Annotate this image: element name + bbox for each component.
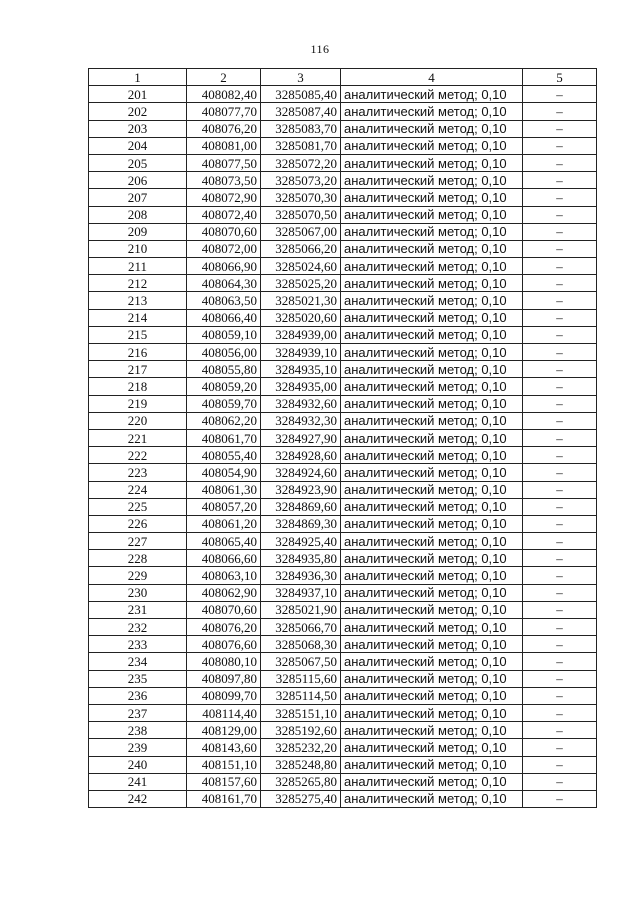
x-coordinate-cell: 408097,80 <box>187 670 261 687</box>
x-coordinate-cell: 408062,20 <box>187 412 261 429</box>
column-header: 2 <box>187 69 261 86</box>
y-coordinate-cell: 3284927,90 <box>261 429 341 446</box>
point-number-cell: 215 <box>89 326 187 343</box>
table-row <box>89 533 597 550</box>
dash-cell: – <box>523 429 597 446</box>
x-coordinate-cell: 408070,60 <box>187 223 261 240</box>
dash-cell: – <box>523 515 597 532</box>
table-row <box>89 515 597 532</box>
x-coordinate-cell: 408072,00 <box>187 240 261 257</box>
dash-cell: – <box>523 619 597 636</box>
y-coordinate-cell: 3284928,60 <box>261 447 341 464</box>
y-coordinate-cell: 3285025,20 <box>261 275 341 292</box>
method-cell: аналитический метод; 0,10 <box>341 206 523 223</box>
y-coordinate-cell: 3284924,60 <box>261 464 341 481</box>
dash-cell: – <box>523 550 597 567</box>
method-cell: аналитический метод; 0,10 <box>341 670 523 687</box>
dash-cell: – <box>523 704 597 721</box>
y-coordinate-cell: 3285072,20 <box>261 154 341 171</box>
coordinates-table <box>88 68 597 808</box>
method-cell: аналитический метод; 0,10 <box>341 653 523 670</box>
method-cell: аналитический метод; 0,10 <box>341 704 523 721</box>
point-number-cell: 201 <box>89 86 187 103</box>
point-number-cell: 240 <box>89 756 187 773</box>
table-row <box>89 412 597 429</box>
method-cell: аналитический метод; 0,10 <box>341 172 523 189</box>
dash-cell: – <box>523 137 597 154</box>
table-row <box>89 636 597 653</box>
table-row <box>89 154 597 171</box>
dash-cell: – <box>523 326 597 343</box>
table-row <box>89 722 597 739</box>
table-row <box>89 258 597 275</box>
point-number-cell: 235 <box>89 670 187 687</box>
x-coordinate-cell: 408066,90 <box>187 258 261 275</box>
table-row <box>89 275 597 292</box>
x-coordinate-cell: 408151,10 <box>187 756 261 773</box>
dash-cell: – <box>523 344 597 361</box>
point-number-cell: 212 <box>89 275 187 292</box>
y-coordinate-cell: 3284932,30 <box>261 412 341 429</box>
table-row <box>89 309 597 326</box>
x-coordinate-cell: 408099,70 <box>187 687 261 704</box>
table-row <box>89 498 597 515</box>
dash-cell: – <box>523 670 597 687</box>
method-cell: аналитический метод; 0,10 <box>341 567 523 584</box>
x-coordinate-cell: 408065,40 <box>187 533 261 550</box>
x-coordinate-cell: 408070,60 <box>187 601 261 618</box>
x-coordinate-cell: 408076,60 <box>187 636 261 653</box>
point-number-cell: 210 <box>89 240 187 257</box>
table-row <box>89 395 597 412</box>
point-number-cell: 208 <box>89 206 187 223</box>
dash-cell: – <box>523 395 597 412</box>
method-cell: аналитический метод; 0,10 <box>341 722 523 739</box>
dash-cell: – <box>523 756 597 773</box>
point-number-cell: 233 <box>89 636 187 653</box>
table-row <box>89 704 597 721</box>
y-coordinate-cell: 3285151,10 <box>261 704 341 721</box>
method-cell: аналитический метод; 0,10 <box>341 619 523 636</box>
table-row <box>89 344 597 361</box>
table-row <box>89 103 597 120</box>
point-number-cell: 229 <box>89 567 187 584</box>
method-cell: аналитический метод; 0,10 <box>341 258 523 275</box>
dash-cell: – <box>523 722 597 739</box>
method-cell: аналитический метод; 0,10 <box>341 790 523 807</box>
dash-cell: – <box>523 223 597 240</box>
table-row <box>89 326 597 343</box>
point-number-cell: 214 <box>89 309 187 326</box>
x-coordinate-cell: 408055,80 <box>187 361 261 378</box>
x-coordinate-cell: 408082,40 <box>187 86 261 103</box>
dash-cell: – <box>523 309 597 326</box>
dash-cell: – <box>523 120 597 137</box>
x-coordinate-cell: 408081,00 <box>187 137 261 154</box>
x-coordinate-cell: 408066,60 <box>187 550 261 567</box>
point-number-cell: 223 <box>89 464 187 481</box>
point-number-cell: 207 <box>89 189 187 206</box>
x-coordinate-cell: 408073,50 <box>187 172 261 189</box>
y-coordinate-cell: 3285115,60 <box>261 670 341 687</box>
point-number-cell: 238 <box>89 722 187 739</box>
table-row <box>89 206 597 223</box>
y-coordinate-cell: 3284923,90 <box>261 481 341 498</box>
x-coordinate-cell: 408076,20 <box>187 120 261 137</box>
y-coordinate-cell: 3285265,80 <box>261 773 341 790</box>
point-number-cell: 226 <box>89 515 187 532</box>
point-number-cell: 230 <box>89 584 187 601</box>
method-cell: аналитический метод; 0,10 <box>341 515 523 532</box>
column-header: 5 <box>523 69 597 86</box>
y-coordinate-cell: 3285070,50 <box>261 206 341 223</box>
column-header: 3 <box>261 69 341 86</box>
method-cell: аналитический метод; 0,10 <box>341 739 523 756</box>
method-cell: аналитический метод; 0,10 <box>341 481 523 498</box>
y-coordinate-cell: 3285067,50 <box>261 653 341 670</box>
x-coordinate-cell: 408143,60 <box>187 739 261 756</box>
y-coordinate-cell: 3285073,20 <box>261 172 341 189</box>
method-cell: аналитический метод; 0,10 <box>341 429 523 446</box>
y-coordinate-cell: 3284935,00 <box>261 378 341 395</box>
table-row <box>89 240 597 257</box>
dash-cell: – <box>523 653 597 670</box>
dash-cell: – <box>523 498 597 515</box>
x-coordinate-cell: 408063,50 <box>187 292 261 309</box>
y-coordinate-cell: 3285024,60 <box>261 258 341 275</box>
table-row <box>89 653 597 670</box>
point-number-cell: 206 <box>89 172 187 189</box>
page-number: 116 <box>310 42 330 56</box>
method-cell: аналитический метод; 0,10 <box>341 687 523 704</box>
method-cell: аналитический метод; 0,10 <box>341 154 523 171</box>
point-number-cell: 228 <box>89 550 187 567</box>
x-coordinate-cell: 408077,50 <box>187 154 261 171</box>
x-coordinate-cell: 408072,40 <box>187 206 261 223</box>
method-cell: аналитический метод; 0,10 <box>341 292 523 309</box>
x-coordinate-cell: 408076,20 <box>187 619 261 636</box>
dash-cell: – <box>523 687 597 704</box>
x-coordinate-cell: 408129,00 <box>187 722 261 739</box>
y-coordinate-cell: 3285081,70 <box>261 137 341 154</box>
y-coordinate-cell: 3285021,90 <box>261 601 341 618</box>
table-row <box>89 429 597 446</box>
method-cell: аналитический метод; 0,10 <box>341 378 523 395</box>
y-coordinate-cell: 3284869,60 <box>261 498 341 515</box>
table-row <box>89 550 597 567</box>
method-cell: аналитический метод; 0,10 <box>341 309 523 326</box>
x-coordinate-cell: 408061,20 <box>187 515 261 532</box>
table-row <box>89 619 597 636</box>
table-row <box>89 447 597 464</box>
y-coordinate-cell: 3284936,30 <box>261 567 341 584</box>
y-coordinate-cell: 3285248,80 <box>261 756 341 773</box>
table-row <box>89 86 597 103</box>
table-row <box>89 378 597 395</box>
method-cell: аналитический метод; 0,10 <box>341 103 523 120</box>
dash-cell: – <box>523 567 597 584</box>
point-number-cell: 242 <box>89 790 187 807</box>
dash-cell: – <box>523 412 597 429</box>
point-number-cell: 220 <box>89 412 187 429</box>
table-row <box>89 687 597 704</box>
table-row <box>89 223 597 240</box>
x-coordinate-cell: 408161,70 <box>187 790 261 807</box>
dash-cell: – <box>523 773 597 790</box>
dash-cell: – <box>523 206 597 223</box>
method-cell: аналитический метод; 0,10 <box>341 344 523 361</box>
point-number-cell: 205 <box>89 154 187 171</box>
table-row <box>89 773 597 790</box>
table-row <box>89 567 597 584</box>
x-coordinate-cell: 408057,20 <box>187 498 261 515</box>
dash-cell: – <box>523 292 597 309</box>
y-coordinate-cell: 3285067,00 <box>261 223 341 240</box>
dash-cell: – <box>523 790 597 807</box>
method-cell: аналитический метод; 0,10 <box>341 447 523 464</box>
method-cell: аналитический метод; 0,10 <box>341 498 523 515</box>
method-cell: аналитический метод; 0,10 <box>341 550 523 567</box>
point-number-cell: 202 <box>89 103 187 120</box>
point-number-cell: 211 <box>89 258 187 275</box>
point-number-cell: 225 <box>89 498 187 515</box>
x-coordinate-cell: 408059,20 <box>187 378 261 395</box>
column-header: 4 <box>341 69 523 86</box>
method-cell: аналитический метод; 0,10 <box>341 756 523 773</box>
y-coordinate-cell: 3284869,30 <box>261 515 341 532</box>
x-coordinate-cell: 408062,90 <box>187 584 261 601</box>
x-coordinate-cell: 408059,70 <box>187 395 261 412</box>
y-coordinate-cell: 3285021,30 <box>261 292 341 309</box>
method-cell: аналитический метод; 0,10 <box>341 464 523 481</box>
table-header-row <box>89 69 597 86</box>
y-coordinate-cell: 3285275,40 <box>261 790 341 807</box>
point-number-cell: 241 <box>89 773 187 790</box>
y-coordinate-cell: 3285083,70 <box>261 120 341 137</box>
method-cell: аналитический метод; 0,10 <box>341 601 523 618</box>
y-coordinate-cell: 3285087,40 <box>261 103 341 120</box>
y-coordinate-cell: 3285066,70 <box>261 619 341 636</box>
y-coordinate-cell: 3284932,60 <box>261 395 341 412</box>
point-number-cell: 213 <box>89 292 187 309</box>
x-coordinate-cell: 408114,40 <box>187 704 261 721</box>
point-number-cell: 221 <box>89 429 187 446</box>
method-cell: аналитический метод; 0,10 <box>341 223 523 240</box>
y-coordinate-cell: 3285192,60 <box>261 722 341 739</box>
x-coordinate-cell: 408063,10 <box>187 567 261 584</box>
method-cell: аналитический метод; 0,10 <box>341 361 523 378</box>
point-number-cell: 224 <box>89 481 187 498</box>
table-row <box>89 790 597 807</box>
x-coordinate-cell: 408064,30 <box>187 275 261 292</box>
method-cell: аналитический метод; 0,10 <box>341 189 523 206</box>
point-number-cell: 231 <box>89 601 187 618</box>
point-number-cell: 218 <box>89 378 187 395</box>
x-coordinate-cell: 408055,40 <box>187 447 261 464</box>
table-row <box>89 756 597 773</box>
table-row <box>89 361 597 378</box>
dash-cell: – <box>523 378 597 395</box>
y-coordinate-cell: 3285070,30 <box>261 189 341 206</box>
dash-cell: – <box>523 739 597 756</box>
y-coordinate-cell: 3284925,40 <box>261 533 341 550</box>
x-coordinate-cell: 408080,10 <box>187 653 261 670</box>
dash-cell: – <box>523 258 597 275</box>
point-number-cell: 219 <box>89 395 187 412</box>
point-number-cell: 222 <box>89 447 187 464</box>
column-header: 1 <box>89 69 187 86</box>
table-row <box>89 481 597 498</box>
y-coordinate-cell: 3285066,20 <box>261 240 341 257</box>
point-number-cell: 204 <box>89 137 187 154</box>
x-coordinate-cell: 408077,70 <box>187 103 261 120</box>
x-coordinate-cell: 408056,00 <box>187 344 261 361</box>
x-coordinate-cell: 408061,30 <box>187 481 261 498</box>
y-coordinate-cell: 3285020,60 <box>261 309 341 326</box>
dash-cell: – <box>523 103 597 120</box>
point-number-cell: 236 <box>89 687 187 704</box>
dash-cell: – <box>523 464 597 481</box>
x-coordinate-cell: 408066,40 <box>187 309 261 326</box>
table-row <box>89 670 597 687</box>
y-coordinate-cell: 3285085,40 <box>261 86 341 103</box>
y-coordinate-cell: 3284939,00 <box>261 326 341 343</box>
dash-cell: – <box>523 172 597 189</box>
x-coordinate-cell: 408061,70 <box>187 429 261 446</box>
method-cell: аналитический метод; 0,10 <box>341 412 523 429</box>
table-row <box>89 292 597 309</box>
point-number-cell: 217 <box>89 361 187 378</box>
point-number-cell: 203 <box>89 120 187 137</box>
dash-cell: – <box>523 154 597 171</box>
point-number-cell: 237 <box>89 704 187 721</box>
point-number-cell: 216 <box>89 344 187 361</box>
y-coordinate-cell: 3285232,20 <box>261 739 341 756</box>
table-row <box>89 120 597 137</box>
method-cell: аналитический метод; 0,10 <box>341 86 523 103</box>
x-coordinate-cell: 408059,10 <box>187 326 261 343</box>
x-coordinate-cell: 408072,90 <box>187 189 261 206</box>
table-row <box>89 739 597 756</box>
method-cell: аналитический метод; 0,10 <box>341 137 523 154</box>
y-coordinate-cell: 3284935,10 <box>261 361 341 378</box>
dash-cell: – <box>523 533 597 550</box>
table-row <box>89 137 597 154</box>
method-cell: аналитический метод; 0,10 <box>341 584 523 601</box>
point-number-cell: 232 <box>89 619 187 636</box>
method-cell: аналитический метод; 0,10 <box>341 533 523 550</box>
dash-cell: – <box>523 275 597 292</box>
point-number-cell: 209 <box>89 223 187 240</box>
dash-cell: – <box>523 584 597 601</box>
dash-cell: – <box>523 601 597 618</box>
dash-cell: – <box>523 189 597 206</box>
dash-cell: – <box>523 240 597 257</box>
y-coordinate-cell: 3284937,10 <box>261 584 341 601</box>
dash-cell: – <box>523 447 597 464</box>
table-row <box>89 601 597 618</box>
x-coordinate-cell: 408157,60 <box>187 773 261 790</box>
method-cell: аналитический метод; 0,10 <box>341 326 523 343</box>
table-row <box>89 189 597 206</box>
table-row <box>89 464 597 481</box>
y-coordinate-cell: 3284935,80 <box>261 550 341 567</box>
method-cell: аналитический метод; 0,10 <box>341 395 523 412</box>
x-coordinate-cell: 408054,90 <box>187 464 261 481</box>
dash-cell: – <box>523 86 597 103</box>
y-coordinate-cell: 3285068,30 <box>261 636 341 653</box>
table-row <box>89 172 597 189</box>
y-coordinate-cell: 3285114,50 <box>261 687 341 704</box>
dash-cell: – <box>523 481 597 498</box>
method-cell: аналитический метод; 0,10 <box>341 120 523 137</box>
method-cell: аналитический метод; 0,10 <box>341 275 523 292</box>
method-cell: аналитический метод; 0,10 <box>341 773 523 790</box>
point-number-cell: 227 <box>89 533 187 550</box>
y-coordinate-cell: 3284939,10 <box>261 344 341 361</box>
method-cell: аналитический метод; 0,10 <box>341 636 523 653</box>
dash-cell: – <box>523 361 597 378</box>
dash-cell: – <box>523 636 597 653</box>
method-cell: аналитический метод; 0,10 <box>341 240 523 257</box>
point-number-cell: 239 <box>89 739 187 756</box>
point-number-cell: 234 <box>89 653 187 670</box>
table-row <box>89 584 597 601</box>
